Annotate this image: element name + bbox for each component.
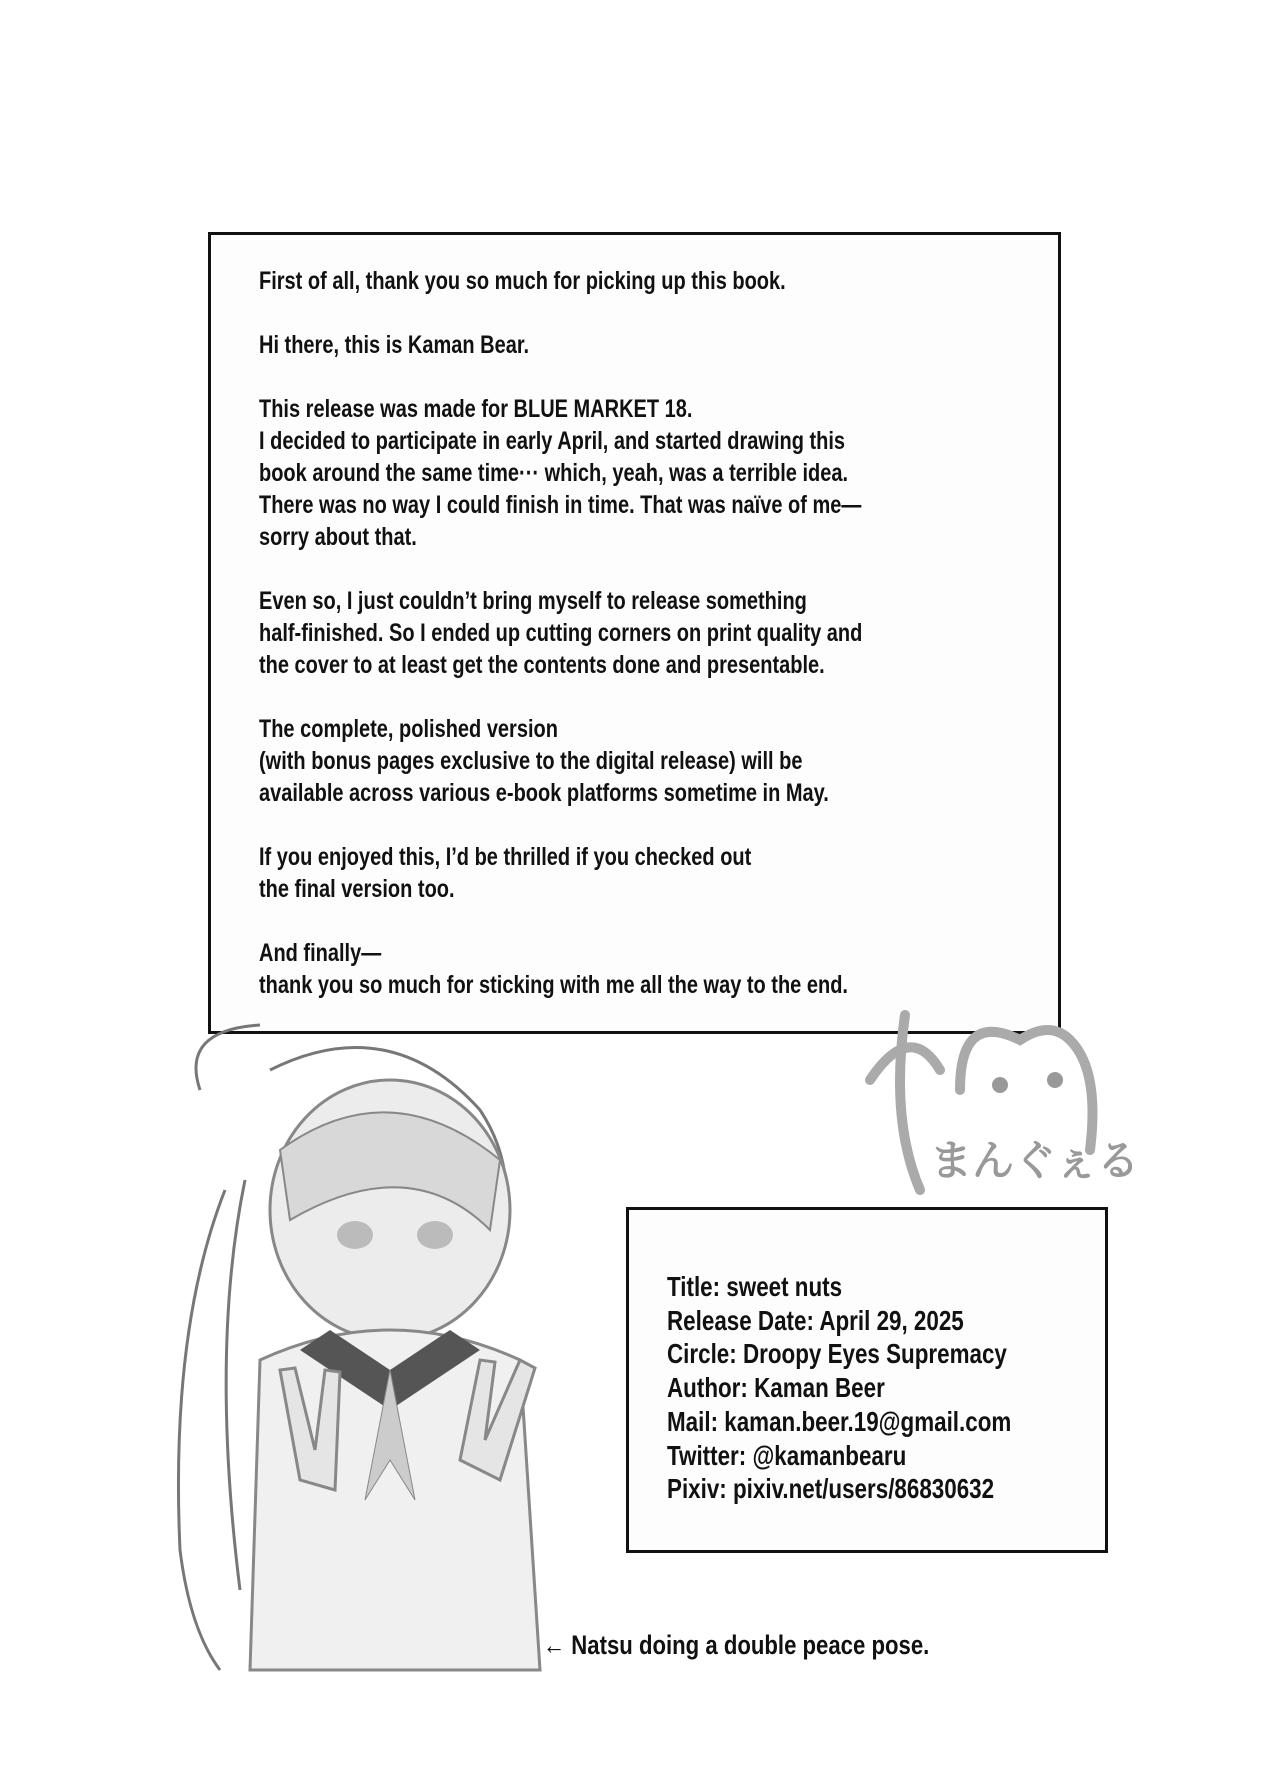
- colophon-line: Twitter: @kamanbearu: [667, 1439, 907, 1471]
- afterword-line: available across various e-book platforms sometime in May.: [259, 779, 829, 807]
- author-signature-logo: [850, 1000, 1140, 1200]
- colophon-box: [626, 1207, 1108, 1553]
- illustration-caption: ← Natsu doing a double peace pose.: [543, 1630, 930, 1660]
- colophon-line: Mail: kaman.beer.19@gmail.com: [667, 1405, 1012, 1437]
- afterword-line: the final version too.: [259, 875, 455, 903]
- afterword-line: The complete, polished version: [259, 715, 558, 743]
- halo: [196, 1025, 260, 1090]
- colophon-line: Release Date: April 29, 2025: [667, 1304, 964, 1336]
- afterword-paragraph: [259, 713, 862, 809]
- afterword-line: If you enjoyed this, I’d be thrilled if you checked out: [259, 843, 752, 871]
- afterword-text: [259, 265, 862, 1033]
- afterword-line: thank you so much for sticking with me all the way to the end.: [259, 971, 848, 999]
- afterword-line: half-finished. So I ended up cutting corners on print quality and: [259, 619, 863, 647]
- afterword-box: [208, 232, 1061, 1034]
- colophon-text: [667, 1270, 1011, 1506]
- afterword-paragraph: [259, 841, 862, 905]
- afterword-line: book around the same time··· which, yeah, was a terrible idea.: [259, 459, 849, 487]
- right-eye: [417, 1221, 453, 1249]
- afterword-line: First of all, thank you so much for picking up this book.: [259, 267, 786, 295]
- afterword-line: Hi there, this is Kaman Bear.: [259, 331, 530, 359]
- left-eye: [337, 1221, 373, 1249]
- afterword-paragraph: [259, 265, 862, 297]
- afterword-line: Even so, I just couldn’t bring myself to release something: [259, 587, 807, 615]
- afterword-line: the cover to at least get the contents done and presentable.: [259, 651, 825, 679]
- afterword-paragraph: [259, 585, 862, 681]
- afterword-paragraph: [259, 937, 862, 1001]
- afterword-line: This release was made for BLUE MARKET 18.: [259, 395, 693, 423]
- afterword-line: (with bonus pages exclusive to the digital release) will be: [259, 747, 803, 775]
- colophon-line: Pixiv: pixiv.net/users/86830632: [667, 1473, 995, 1505]
- colophon-line: Author: Kaman Beer: [667, 1372, 885, 1404]
- colophon-line: Circle: Droopy Eyes Supremacy: [667, 1338, 1007, 1370]
- afterword-line: And finally—: [259, 939, 382, 967]
- afterword-line: There was no way I could finish in time. That was naïve of me—: [259, 491, 862, 519]
- signature-lettering: まんぐぇる: [930, 1137, 1140, 1184]
- afterword-line: sorry about that.: [259, 523, 417, 551]
- character-illustration: [150, 1030, 610, 1670]
- afterword-line: I decided to participate in early April, and started drawing this: [259, 427, 846, 455]
- afterword-paragraph: [259, 393, 862, 553]
- colophon-line: Title: sweet nuts: [667, 1271, 843, 1302]
- afterword-paragraph: [259, 329, 862, 361]
